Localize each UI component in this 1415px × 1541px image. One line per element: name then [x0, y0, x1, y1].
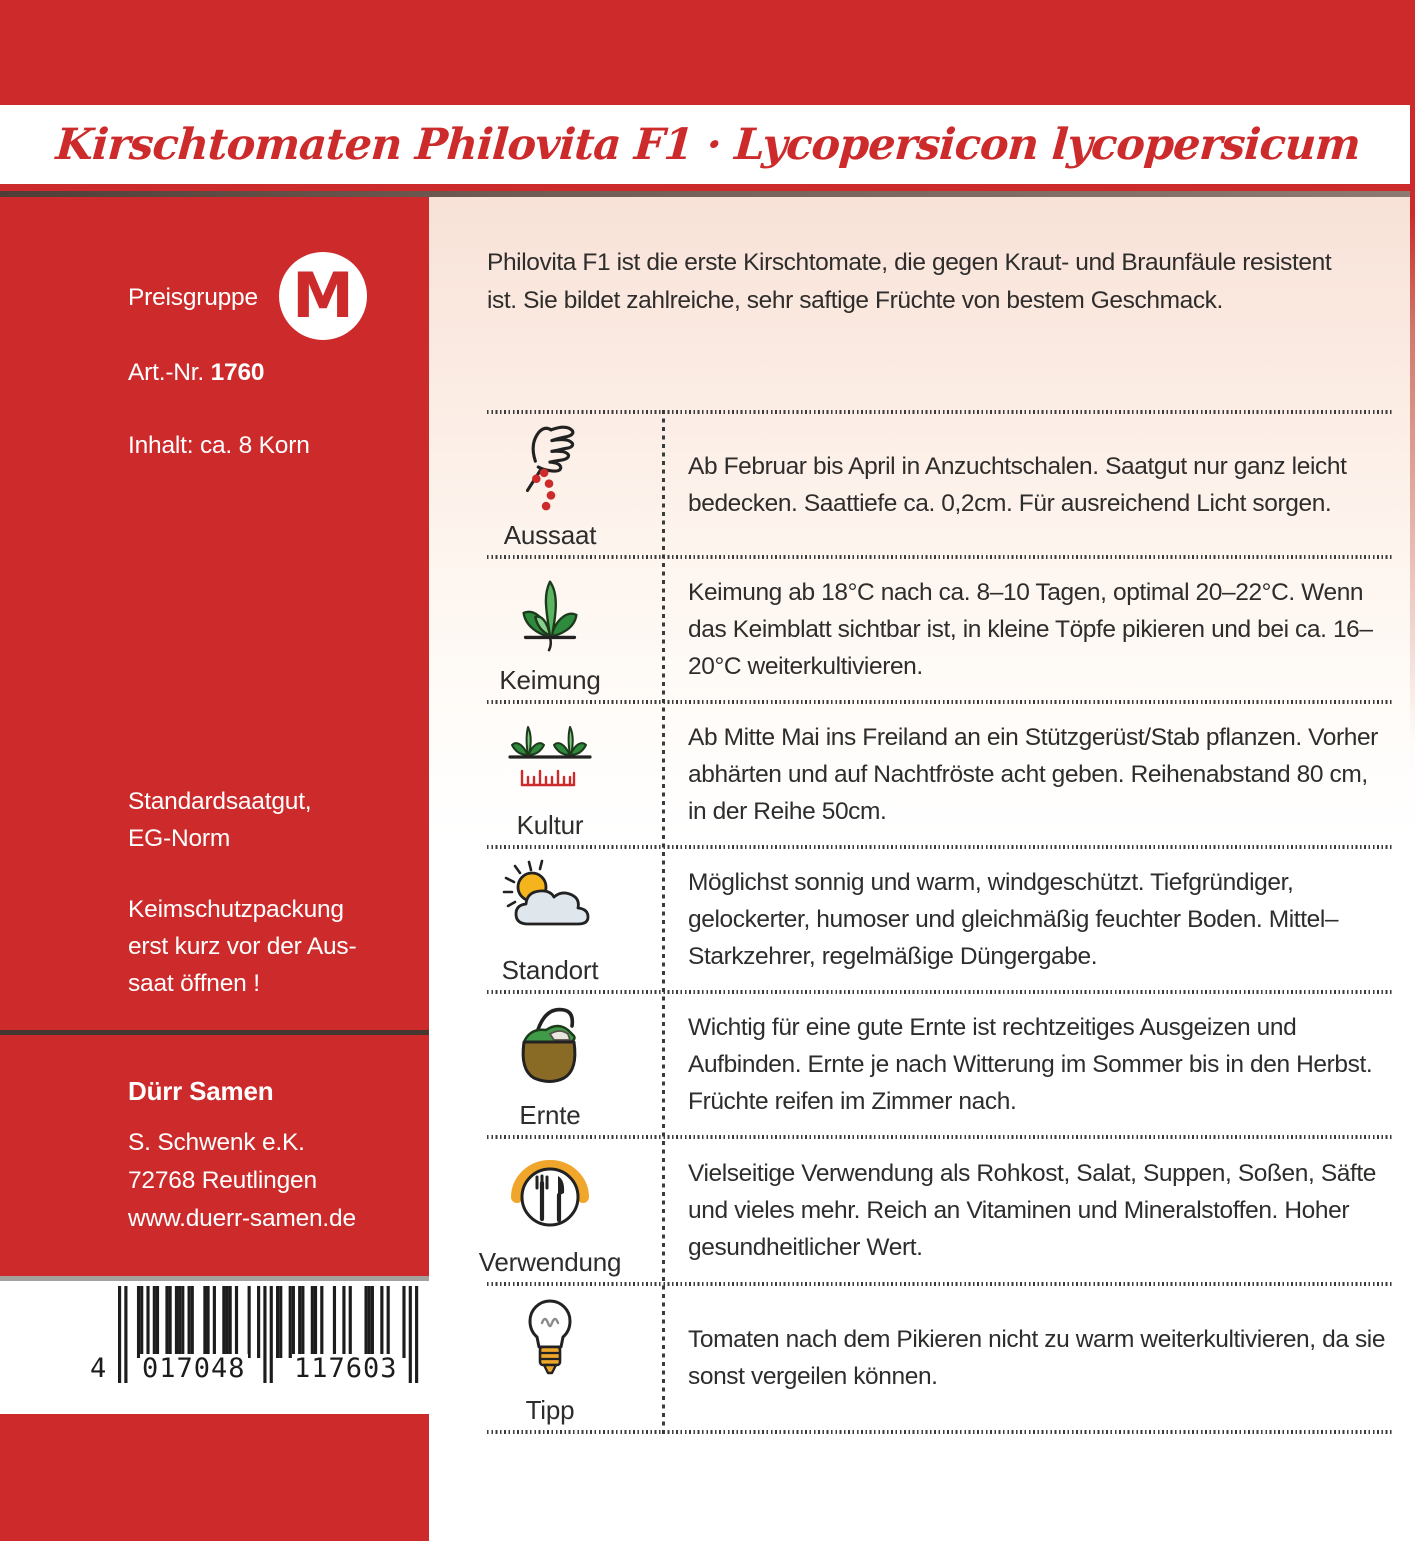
row-text: Ab Mitte Mai ins Freiland an ein Stützgerüst/Stab pflanzen. Vorher abhärten und auf Nachtfröste acht geben. Reihenabstand 80 cm, in der Reihe 50cm.	[688, 724, 1378, 825]
bottom-red-block	[0, 1414, 429, 1541]
row-text: Vielseitige Verwendung als Rohkost, Salat, Suppen, Soßen, Säfte und vieles mehr. Reich an Vitaminen und Mineralstoffen. Hoher gesundheitlicher Wert.	[688, 1160, 1377, 1261]
price-group-badge	[279, 252, 367, 340]
keimschutz-line2: erst kurz vor der Aus-	[128, 933, 357, 960]
row-text: Keimung ab 18°C nach ca. 8–10 Tagen, optimal 20–22°C. Wenn das Keimblatt sichtbar ist, in kleine Töpfe pikieren und bei ca. 16–20°C weiterkultivieren.	[688, 579, 1373, 680]
content-amount: Inhalt: ca. 8 Korn	[128, 432, 310, 459]
info-row-standort	[440, 849, 1392, 990]
company-city: 72768 Reutlingen	[128, 1167, 317, 1194]
keimschutz-line3: saat öffnen !	[128, 970, 260, 997]
article-number-label: Art.-Nr.	[128, 359, 211, 386]
preisgruppe-label: Preisgruppe	[128, 284, 258, 311]
keimschutz-line1: Keimschutzpackung	[128, 896, 344, 923]
article-number	[128, 354, 264, 391]
lightbulb-icon	[512, 1286, 588, 1395]
barcode-digits-right: 117603	[294, 1353, 398, 1384]
header-red-rule	[0, 184, 1415, 191]
icon-cell	[440, 414, 660, 555]
row-label: Aussaat	[503, 520, 597, 550]
barcode-digit-first: 4	[90, 1353, 108, 1384]
page-title: Kirschtomaten Philovita F1 · Lycopersicon lycopersicum	[53, 119, 1362, 170]
icon-cell	[440, 849, 660, 990]
row-label: Tipp	[525, 1395, 575, 1425]
sowing-hand-icon	[506, 414, 594, 520]
intro-paragraph: Philovita F1 ist die erste Kirschtomate, die gegen Kraut- und Braunfäule resistent ist. Sie bildet zahlreiche, sehr saftige Früchte von bestem Geschmack.	[487, 249, 1332, 314]
plants-ruler-icon	[504, 704, 596, 810]
seed-norm-line1: Standardsaatgut,	[128, 788, 312, 815]
icon-cell	[440, 994, 660, 1135]
row-text: Möglichst sonnig und warm, windgeschützt. Tiefgründiger, gelockerter, humoser und gleichmäßig feuchter Boden. Mittel– Starkzehrer, regelmäßige Düngergabe.	[688, 869, 1339, 970]
icon-cell	[440, 1286, 660, 1430]
title-band	[0, 105, 1415, 184]
seed-norm-line2: EG-Norm	[128, 825, 231, 852]
seed-norm	[128, 783, 311, 857]
company-owner: S. Schwenk e.K.	[128, 1129, 305, 1156]
row-label: Standort	[501, 955, 599, 985]
company-name: Dürr Samen	[128, 1076, 274, 1106]
harvest-basket-icon	[510, 994, 590, 1100]
row-label: Kultur	[516, 810, 584, 840]
barcode	[88, 1286, 423, 1398]
company-website: www.duerr-samen.de	[128, 1205, 356, 1232]
top-red-bar	[0, 0, 1415, 105]
row-text: Ab Februar bis April in Anzuchtschalen. Saatgut nur ganz leicht bedecken. Saattiefe ca. 0,2cm. Für ausreichend Licht sorgen.	[688, 452, 1347, 517]
info-row-verwendung	[440, 1139, 1392, 1282]
info-row-kultur	[440, 704, 1392, 845]
info-row-keimung	[440, 559, 1392, 700]
row-label: Verwendung	[478, 1247, 622, 1277]
row-text: Tomaten nach dem Pikieren nicht zu warm weiterkultivieren, da sie sonst vergeilen können.	[688, 1326, 1386, 1390]
row-separator	[487, 1430, 1392, 1434]
row-label: Keimung	[499, 665, 601, 695]
icon-cell	[440, 1139, 660, 1282]
germination-protection-note	[128, 891, 356, 1002]
sidebar-divider	[0, 1030, 429, 1035]
price-group-value: M	[292, 259, 354, 332]
info-row-ernte	[440, 994, 1392, 1135]
seedling-icon	[506, 559, 594, 665]
icon-cell	[440, 704, 660, 845]
right-edge-fold	[1410, 0, 1415, 760]
barcode-digits-left: 017048	[142, 1353, 246, 1384]
sun-cloud-icon	[502, 849, 598, 955]
plate-cutlery-icon	[504, 1139, 596, 1247]
row-label: Ernte	[519, 1100, 581, 1130]
icon-cell	[440, 559, 660, 700]
info-row-aussaat	[440, 414, 1392, 555]
info-row-tipp	[440, 1286, 1392, 1430]
article-number-value: 1760	[210, 359, 265, 386]
sidebar	[0, 197, 429, 1541]
row-text: Wichtig für eine gute Ernte ist rechtzeitiges Ausgeizen und Aufbinden. Ernte je nach Witterung im Sommer bis in den Herbst. Früchte reifen im Zimmer nach.	[688, 1014, 1373, 1115]
